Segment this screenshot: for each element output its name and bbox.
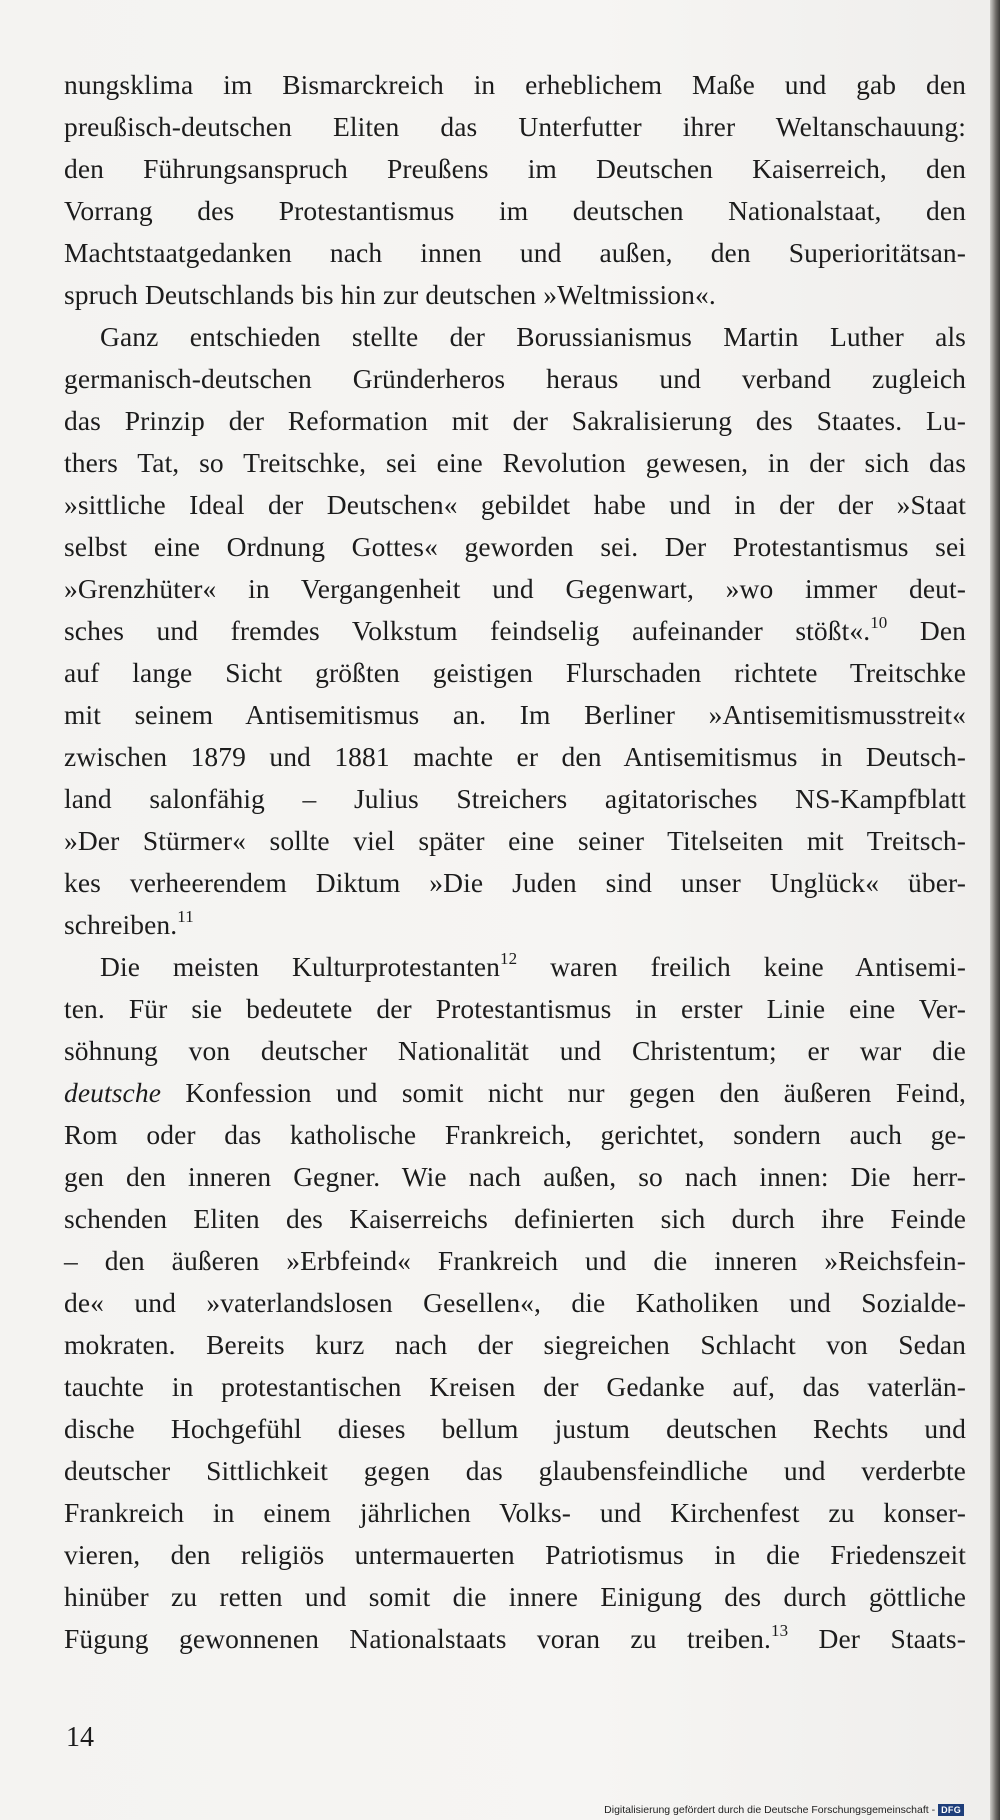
emphasis: deutsche xyxy=(64,1077,162,1108)
text-line xyxy=(64,358,966,400)
line-text: den Führungsanspruch Preußens im Deutschen Kaiserreich, den xyxy=(64,153,966,184)
line-text: – den äußeren »Erbfeind« Frankreich und die inneren »Reichsfein- xyxy=(64,1245,966,1276)
text-line xyxy=(64,400,966,442)
footnote-reference[interactable]: 11 xyxy=(177,906,194,926)
text-line xyxy=(64,442,966,484)
text-line xyxy=(64,988,966,1030)
text-line xyxy=(64,1576,966,1618)
line-text: hinüber zu retten und somit die innere Einigung des durch göttliche xyxy=(64,1581,966,1612)
line-text: zwischen 1879 und 1881 machte er den Antisemitismus in Deutsch- xyxy=(64,741,966,772)
text-line xyxy=(64,694,966,736)
page-edge-shadow xyxy=(990,0,1000,1820)
line-text: Vorrang des Protestantismus im deutschen Nationalstaat, den xyxy=(64,195,966,226)
text-line xyxy=(64,106,966,148)
line-text: kes verheerendem Diktum »Die Juden sind unser Unglück« über- xyxy=(64,867,966,898)
text-line xyxy=(64,1618,966,1660)
text-line xyxy=(64,148,966,190)
text-line xyxy=(64,1240,966,1282)
line-text: Die meisten Kulturprotestanten xyxy=(100,951,500,982)
line-text: gen den inneren Gegner. Wie nach außen, so nach innen: Die herr- xyxy=(64,1161,966,1192)
text-line xyxy=(64,1408,966,1450)
line-text: »sittliche Ideal der Deutschen« gebildet habe und in der der »Staat xyxy=(64,489,966,520)
text-line xyxy=(64,946,966,988)
line-text: sches und fremdes Volkstum feindselig aufeinander stößt«. xyxy=(64,615,871,646)
text-line xyxy=(64,1492,966,1534)
line-text: »Der Stürmer« sollte viel später eine seiner Titelseiten mit Treitsch- xyxy=(64,825,966,856)
text-line xyxy=(64,1030,966,1072)
line-text: dische Hochgefühl dieses bellum justum deutschen Rechts und xyxy=(64,1413,966,1444)
text-line xyxy=(64,232,966,274)
line-text: mokraten. Bereits kurz nach der siegreichen Schlacht von Sedan xyxy=(64,1329,966,1360)
dfg-logo: DFG xyxy=(938,1804,964,1816)
line-text: Ganz entschieden stellte der Borussianismus Martin Luther als xyxy=(100,321,966,352)
text-line xyxy=(64,862,966,904)
digitization-credit-text: Digitalisierung gefördert durch die Deutsche Forschungsgemeinschaft - xyxy=(604,1804,936,1816)
text-line xyxy=(64,1450,966,1492)
page-number: 14 xyxy=(66,1722,94,1753)
text-line xyxy=(64,64,966,106)
line-text: Rom oder das katholische Frankreich, gerichtet, sondern auch ge- xyxy=(64,1119,966,1150)
line-text-continued: Den xyxy=(887,615,966,646)
text-line xyxy=(64,1324,966,1366)
text-line xyxy=(64,1072,966,1114)
line-text: preußisch-deutschen Eliten das Unterfutter ihrer Weltanschauung: xyxy=(64,111,966,142)
text-line xyxy=(64,1198,966,1240)
line-text: spruch Deutschlands bis hin zur deutschen »Weltmission«. xyxy=(64,279,716,310)
text-line xyxy=(64,526,966,568)
footnote-reference[interactable]: 10 xyxy=(870,612,888,632)
text-line xyxy=(64,652,966,694)
text-line xyxy=(64,568,966,610)
line-text-continued: Konfession und somit nicht nur gegen den äußeren Feind, xyxy=(161,1077,966,1108)
line-text: söhnung von deutscher Nationalität und Christentum; er war die xyxy=(64,1035,966,1066)
text-line xyxy=(64,316,966,358)
text-line xyxy=(64,1282,966,1324)
line-text: vieren, den religiös untermauerten Patriotismus in die Friedenszeit xyxy=(64,1539,966,1570)
line-text: nungsklima im Bismarckreich in erheblichem Maße und gab den xyxy=(64,69,966,100)
line-text: land salonfähig – Julius Streichers agitatorisches NS-Kampfblatt xyxy=(64,783,966,814)
text-line xyxy=(64,190,966,232)
text-line xyxy=(64,736,966,778)
text-line xyxy=(64,1366,966,1408)
text-line xyxy=(64,1114,966,1156)
line-text: thers Tat, so Treitschke, sei eine Revolution gewesen, in der sich das xyxy=(64,447,966,478)
line-text: mit seinem Antisemitismus an. Im Berliner »Antisemitismusstreit« xyxy=(64,699,966,730)
line-text: Frankreich in einem jährlichen Volks- und Kirchenfest zu konser- xyxy=(64,1497,966,1528)
text-line xyxy=(64,1156,966,1198)
line-text: auf lange Sicht größten geistigen Flurschaden richtete Treitschke xyxy=(64,657,966,688)
digitization-credit xyxy=(604,1804,964,1816)
footnote-reference[interactable]: 12 xyxy=(500,948,518,968)
body-text xyxy=(64,64,966,1660)
line-text: germanisch-deutschen Gründerheros heraus und verband zugleich xyxy=(64,363,966,394)
text-line xyxy=(64,610,966,652)
line-text: deutscher Sittlichkeit gegen das glaubensfeindliche und verderbte xyxy=(64,1455,966,1486)
line-text: Fügung gewonnenen Nationalstaats voran zu treiben. xyxy=(64,1623,771,1654)
text-line xyxy=(64,274,966,316)
text-line xyxy=(64,904,966,946)
line-text-continued: waren freilich keine Antisemi- xyxy=(517,951,967,982)
text-line xyxy=(64,820,966,862)
line-text: schenden Eliten des Kaiserreichs definierten sich durch ihre Feinde xyxy=(64,1203,966,1234)
line-text: schreiben. xyxy=(64,909,178,940)
text-line xyxy=(64,484,966,526)
line-text: ten. Für sie bedeutete der Protestantismus in erster Linie eine Ver- xyxy=(64,993,966,1024)
line-text: tauchte in protestantischen Kreisen der Gedanke auf, das vaterlän- xyxy=(64,1371,966,1402)
line-text: selbst eine Ordnung Gottes« geworden sei. Der Protestantismus sei xyxy=(64,531,966,562)
line-text-continued: Der Staats- xyxy=(788,1623,966,1654)
line-text: de« und »vaterlandslosen Gesellen«, die Katholiken und Sozialde- xyxy=(64,1287,966,1318)
footnote-reference[interactable]: 13 xyxy=(770,1620,789,1640)
line-text: »Grenzhüter« in Vergangenheit und Gegenwart, »wo immer deut- xyxy=(64,573,966,604)
line-text: das Prinzip der Reformation mit der Sakralisierung des Staates. Lu- xyxy=(64,405,966,436)
text-line xyxy=(64,1534,966,1576)
text-line xyxy=(64,778,966,820)
line-text: Machtstaatgedanken nach innen und außen, den Superioritätsan- xyxy=(64,237,966,268)
